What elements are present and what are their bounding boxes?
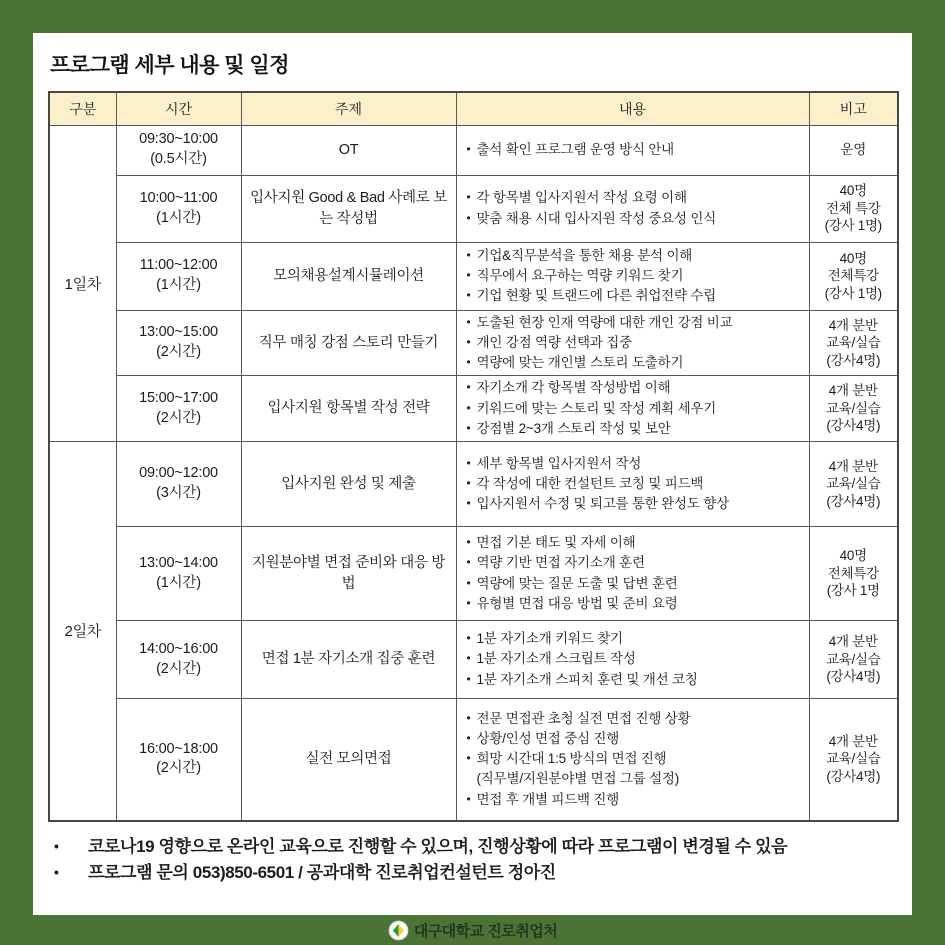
content-item-text: 개인 강점 역량 선택과 집중 <box>476 334 632 350</box>
content-item-text: 기업&직무분석을 통한 채용 분석 이해 <box>476 247 693 263</box>
note-cell <box>809 242 898 310</box>
note-cell <box>809 376 898 442</box>
document-page <box>33 33 912 915</box>
content-item <box>461 553 805 573</box>
note-line: 4개 분반 <box>828 317 878 333</box>
content-item <box>461 769 805 789</box>
note-line: 전체 특강 <box>826 200 881 216</box>
table-row <box>49 376 898 442</box>
note-line: 40명 <box>839 250 867 266</box>
note-line: 40명 <box>839 183 867 199</box>
content-item-text: 강점별 2~3개 스토리 작성 및 보안 <box>476 420 671 436</box>
bullet-marker: • <box>466 355 471 369</box>
content-item <box>461 333 805 353</box>
bullet-marker: • <box>466 267 471 282</box>
time-cell <box>116 125 241 175</box>
content-cell <box>456 699 809 821</box>
footer-logo-text: 대구대학교 진로취업처 <box>413 922 558 940</box>
content-item-text: 키워드에 맞는 스토리 및 작성 계획 세우기 <box>476 400 717 416</box>
topic-cell: 모의채용설계시뮬레이션 <box>241 242 456 310</box>
footnote-bullet-marker: • <box>54 863 59 880</box>
content-item <box>461 209 805 229</box>
content-item <box>461 454 805 474</box>
footnote-text: 프로그램 문의 053)850-6501 / 공과대학 진로취업컨설턴트 정아진 <box>88 862 556 882</box>
time-range: 13:00~15:00 <box>139 324 218 341</box>
content-item <box>461 649 805 669</box>
content-item <box>461 378 805 398</box>
time-duration: (3시간) <box>156 485 201 501</box>
content-item <box>461 670 805 690</box>
topic-cell: 입사지원 완성 및 제출 <box>241 442 456 527</box>
table-row <box>49 442 898 527</box>
table-row <box>49 699 898 821</box>
content-item-text: 각 항목별 입사지원서 작성 요령 이해 <box>476 190 687 206</box>
content-item <box>461 140 805 160</box>
note-line: 4개 분반 <box>828 733 878 749</box>
bullet-marker: • <box>466 555 471 570</box>
day-label: 2일차 <box>49 442 116 821</box>
time-cell <box>116 442 241 527</box>
note-line: 4개 분반 <box>828 383 878 399</box>
time-duration: (1시간) <box>156 277 201 293</box>
content-item <box>461 353 805 373</box>
content-item-text: 역량 기반 면접 자기소개 훈련 <box>476 555 645 571</box>
content-cell <box>456 376 809 442</box>
time-cell <box>116 175 241 242</box>
content-item <box>461 286 805 306</box>
time-duration: (2시간) <box>156 660 201 677</box>
time-range: 10:00~11:00 <box>139 189 218 206</box>
content-item <box>461 313 805 333</box>
content-item <box>461 629 805 649</box>
bullet-marker: • <box>466 141 471 156</box>
content-item-text: 맞춤 채용 시대 입사지원 작성 중요성 인식 <box>476 210 717 226</box>
content-item <box>461 419 805 439</box>
footnotes <box>50 834 930 887</box>
time-cell <box>116 242 241 310</box>
table-row <box>49 310 898 376</box>
note-line: 전체특강 <box>827 268 879 284</box>
content-item-text: 희망 시간대 1:5 방식의 면접 진행 <box>476 751 667 767</box>
time-range: 14:00~16:00 <box>139 640 218 657</box>
time-range: 16:00~18:00 <box>139 740 218 757</box>
time-duration: (0.5시간) <box>150 151 207 167</box>
bullet-marker: • <box>466 190 471 205</box>
content-item <box>461 574 805 594</box>
content-item <box>461 246 805 266</box>
content-item-text: 상황/인성 면접 중심 진행 <box>476 730 620 746</box>
topic-cell: 지원분야별 면접 준비와 대응 방법 <box>241 527 456 621</box>
note-cell <box>809 699 898 821</box>
bullet-marker: • <box>466 575 471 590</box>
time-cell <box>116 621 241 699</box>
content-item <box>461 749 805 769</box>
note-line: (강사 1명) <box>824 218 882 234</box>
note-line: 4개 분반 <box>828 458 878 474</box>
footnote <box>50 834 930 860</box>
content-item-text: 역량에 맞는 질문 도출 및 답변 훈련 <box>476 575 678 591</box>
topic-cell: OT <box>241 125 456 175</box>
topic-cell: 실전 모의면접 <box>241 699 456 821</box>
content-cell <box>456 310 809 376</box>
content-item-text: 1분 자기소개 스피치 훈련 및 개선 코칭 <box>476 671 698 687</box>
content-cell <box>456 175 809 242</box>
content-item <box>461 399 805 419</box>
time-cell <box>116 527 241 621</box>
content-cell <box>456 242 809 310</box>
topic-cell: 입사지원 Good & Bad 사례로 보는 작성법 <box>241 175 456 242</box>
column-header-content: 내용 <box>456 92 809 125</box>
content-item-text: 전문 면접관 초청 실전 면접 진행 상황 <box>476 710 691 726</box>
table-row <box>49 242 898 310</box>
bullet-marker: • <box>466 791 471 806</box>
content-item <box>461 266 805 286</box>
time-duration: (2시간) <box>156 343 201 360</box>
column-header-time: 시간 <box>116 92 241 125</box>
note-line: 교육/실습 <box>826 400 881 416</box>
note-line: (강사4명) <box>826 493 881 509</box>
header-row <box>49 92 898 125</box>
schedule-table <box>48 91 899 822</box>
time-cell <box>116 699 241 821</box>
content-cell <box>456 125 809 175</box>
note-line: 교육/실습 <box>826 476 881 492</box>
content-item <box>461 729 805 749</box>
content-item-text: 유형별 면접 대응 방법 및 준비 요령 <box>476 595 678 611</box>
note-cell <box>809 527 898 621</box>
time-range: 11:00~12:00 <box>139 257 218 274</box>
note-cell <box>809 621 898 699</box>
table-row <box>49 125 898 175</box>
content-item-text: 도출된 현장 인재 역량에 대한 개인 강점 비교 <box>476 314 733 330</box>
bullet-marker: • <box>466 455 471 470</box>
bullet-marker: • <box>466 730 471 745</box>
time-range: 13:00~14:00 <box>139 554 218 571</box>
content-item-text: 1분 자기소개 키워드 찾기 <box>476 631 623 647</box>
bullet-marker: • <box>466 535 471 549</box>
content-item-text: (직무별/지원분야별 면접 그룹 설정) <box>476 771 680 787</box>
topic-cell: 직무 매칭 강점 스토리 만들기 <box>241 310 456 376</box>
time-cell <box>116 310 241 376</box>
time-duration: (2시간) <box>156 760 201 777</box>
table-row <box>49 175 898 242</box>
bullet-marker: • <box>466 595 471 610</box>
note-line: 운영 <box>840 142 866 158</box>
table-row <box>49 621 898 699</box>
column-header-category: 구분 <box>49 92 116 125</box>
note-line: (강사 1명) <box>824 285 882 301</box>
content-cell <box>456 527 809 621</box>
topic-cell: 입사지원 항목별 작성 전략 <box>241 376 456 442</box>
bullet-marker: • <box>466 314 471 329</box>
bullet-marker: • <box>466 334 471 349</box>
time-duration: (1시간) <box>156 209 201 226</box>
content-item-text: 입사지원서 수정 및 퇴고를 통한 완성도 향상 <box>476 496 729 512</box>
bullet-marker: • <box>466 631 471 646</box>
content-item-text: 1분 자기소개 스크립트 작성 <box>476 651 636 667</box>
content-item <box>461 790 805 810</box>
content-cell <box>456 621 809 699</box>
bullet-marker: • <box>466 380 471 395</box>
note-line: (강사 1명 <box>826 583 880 599</box>
footnote <box>50 860 930 886</box>
column-header-topic: 주제 <box>241 92 456 125</box>
bullet-marker: • <box>466 420 471 435</box>
content-item <box>461 533 805 553</box>
note-line: 교육/실습 <box>826 751 881 767</box>
time-range: 09:30~10:00 <box>139 131 218 148</box>
bullet-marker: • <box>466 247 471 262</box>
content-item <box>461 188 805 208</box>
content-item-text: 출석 확인 프로그램 운영 방식 안내 <box>476 141 675 157</box>
note-line: 전체특강 <box>827 565 879 581</box>
topic-cell: 면접 1분 자기소개 집중 훈련 <box>241 621 456 699</box>
footnote-text: 코로나19 영향으로 온라인 교육으로 진행할 수 있으며, 진행상황에 따라 프로그램이 변경될 수 있음 <box>88 836 788 856</box>
bullet-marker: • <box>466 475 471 490</box>
time-range: 09:00~12:00 <box>139 465 218 482</box>
note-cell <box>809 310 898 376</box>
content-item-text: 세부 항목별 입사지원서 작성 <box>476 455 642 471</box>
note-line: 교육/실습 <box>826 335 881 351</box>
bullet-marker: • <box>466 496 471 511</box>
content-item-text: 역량에 맞는 개인별 스토리 도출하기 <box>476 355 684 370</box>
content-item-text: 기업 현황 및 트랜드에 다른 취업전략 수립 <box>476 288 717 304</box>
day-label: 1일차 <box>49 125 116 442</box>
table-row <box>49 527 898 621</box>
content-item <box>461 474 805 494</box>
page-title: 프로그램 세부 내용 및 일정 <box>50 54 289 77</box>
column-header-note: 비고 <box>809 92 898 125</box>
bullet-marker: • <box>466 210 471 225</box>
note-line: (강사4명) <box>826 418 881 434</box>
content-item-text: 자기소개 각 항목별 작성방법 이해 <box>476 380 671 396</box>
time-cell <box>116 376 241 442</box>
content-item-text: 직무에서 요구하는 역량 키워드 찾기 <box>476 267 684 283</box>
content-item <box>461 709 805 729</box>
content-cell <box>456 442 809 527</box>
note-line: 4개 분반 <box>828 634 878 650</box>
content-item-text: 면접 기본 태도 및 자세 이해 <box>476 535 636 550</box>
note-line: (강사4명) <box>826 352 881 368</box>
note-line: 40명 <box>839 548 867 564</box>
note-line: (강사4명) <box>826 669 881 685</box>
time-duration: (2시간) <box>156 409 201 426</box>
bullet-marker: • <box>466 671 471 686</box>
note-cell <box>809 125 898 175</box>
time-duration: (1시간) <box>156 574 201 591</box>
time-range: 15:00~17:00 <box>139 390 218 407</box>
content-item <box>461 494 805 514</box>
note-cell <box>809 175 898 242</box>
content-item-text: 각 작성에 대한 컨설턴트 코칭 및 피드백 <box>476 475 704 491</box>
note-cell <box>809 442 898 527</box>
bullet-marker: • <box>466 710 471 725</box>
note-line: 교육/실습 <box>826 651 881 667</box>
university-emblem-icon <box>388 920 409 941</box>
content-item-text: 면접 후 개별 피드백 진행 <box>476 791 620 807</box>
content-item <box>461 594 805 614</box>
footer-bar <box>0 915 945 945</box>
bullet-marker: • <box>466 751 471 766</box>
bullet-marker: • <box>466 400 471 415</box>
bullet-marker: • <box>466 288 471 303</box>
footnote-bullet-marker: • <box>54 837 59 854</box>
note-line: (강사4명) <box>826 769 881 785</box>
bullet-marker: • <box>466 651 471 666</box>
